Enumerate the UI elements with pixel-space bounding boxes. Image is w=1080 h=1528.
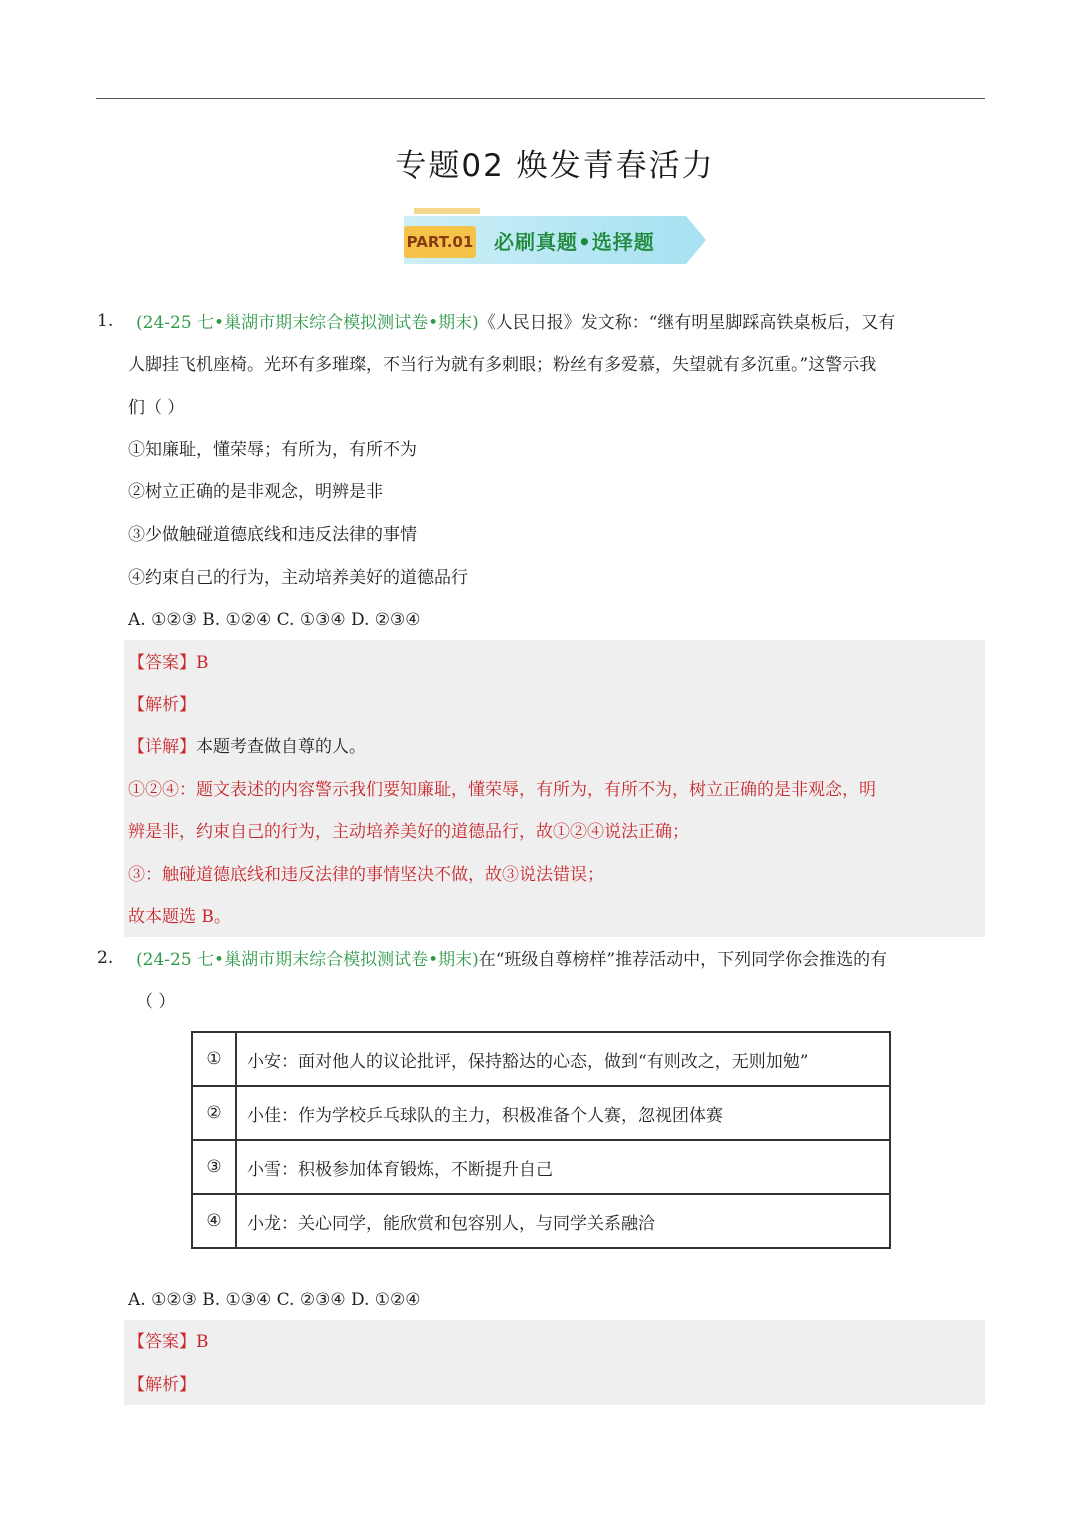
table-cell-text: 小龙：关心同学，能欣赏和包容别人，与同学关系融洽 [236, 1194, 890, 1248]
q2-stem-text: 在“班级自尊榜样”推荐活动中，下列同学你会推选的有 [478, 950, 888, 970]
q1-answer-value: B [196, 653, 209, 673]
banner-arrow-icon [686, 216, 706, 264]
table-cell-number: ③ [192, 1140, 236, 1194]
q1-number: 1. [97, 311, 114, 331]
q1-detail-text: 本题考查做自尊的人。 [196, 737, 366, 757]
table-row [192, 1194, 890, 1248]
q2-source: (24-25 七•巢湖市期末综合模拟测试卷•期末) [136, 950, 479, 970]
banner-part-badge: PART.01 [404, 226, 476, 258]
q2-choice-table [191, 1031, 891, 1249]
page-title: 专题02 焕发青春活力 [395, 148, 715, 184]
q2-stem-line1 [136, 948, 887, 972]
q1-source: (24-25 七•巢湖市期末综合模拟测试卷•期末) [136, 313, 479, 333]
q2-number: 2. [97, 948, 114, 968]
q1-explanation-2: 辨是非，约束自己的行为，主动培养美好的道德品行，故①②④说法正确； [128, 822, 689, 842]
q1-detail-label: 【详解】 [128, 737, 196, 757]
q1-explanation-3: ③：触碰道德底线和违反法律的事情坚决不做，故③说法错误； [128, 865, 604, 885]
q2-options: A. ①②③ B. ①③④ C. ②③④ D. ①②④ [128, 1290, 421, 1310]
q1-explanation-1: ①②④：题文表述的内容警示我们要知廉耻，懂荣辱，有所为，有所不为，树立正确的是非观念，明 [128, 780, 876, 800]
table-cell-number: ① [192, 1032, 236, 1086]
q1-stem-line1 [136, 311, 895, 335]
q1-answer-label: 【答案】 [128, 653, 196, 673]
table-cell-text: 小安：面对他人的议论批评，保持豁达的心态，做到“有则改之，无则加勉” [236, 1032, 890, 1086]
q1-stem-text: 《人民日报》发文称：“继有明星脚踩高铁桌板后，又有 [478, 313, 896, 333]
q2-analysis-label: 【解析】 [128, 1375, 196, 1395]
banner-title: 必刷真题•选择题 [494, 230, 655, 254]
q1-answer [128, 651, 209, 675]
q1-item-3: ③少做触碰道德底线和违反法律的事情 [128, 525, 417, 545]
q2-answer-label: 【答案】 [128, 1332, 196, 1352]
q2-answer-panel [124, 1320, 985, 1405]
q1-detail [128, 735, 366, 759]
banner-decoration [414, 208, 480, 214]
table-cell-text: 小佳：作为学校乒乓球队的主力，积极准备个人赛，忽视团体赛 [236, 1086, 890, 1140]
section-banner [404, 208, 714, 270]
q1-stem-line3: 们（ ） [128, 398, 185, 418]
q2-answer-value: B [196, 1332, 209, 1352]
table-cell-number: ② [192, 1086, 236, 1140]
table-row [192, 1086, 890, 1140]
q1-analysis-label: 【解析】 [128, 695, 196, 715]
table-row [192, 1140, 890, 1194]
q1-item-2: ②树立正确的是非观念，明辨是非 [128, 482, 383, 502]
q1-stem-line2: 人脚挂飞机座椅。光环有多璀璨，不当行为就有多刺眼；粉丝有多爱慕，失望就有多沉重。”这警示我 [128, 355, 877, 375]
q2-stem-line2: （ ） [136, 992, 176, 1012]
table-cell-text: 小雪：积极参加体育锻炼，不断提升自己 [236, 1140, 890, 1194]
header-rule [96, 98, 985, 99]
q1-explanation-4: 故本题选 B。 [128, 907, 231, 927]
q1-item-4: ④约束自己的行为，主动培养美好的道德品行 [128, 568, 468, 588]
table-cell-number: ④ [192, 1194, 236, 1248]
table-row [192, 1032, 890, 1086]
q1-options: A. ①②③ B. ①②④ C. ①③④ D. ②③④ [128, 610, 421, 630]
q1-item-1: ①知廉耻，懂荣辱；有所为，有所不为 [128, 440, 417, 460]
q2-answer [128, 1330, 209, 1354]
